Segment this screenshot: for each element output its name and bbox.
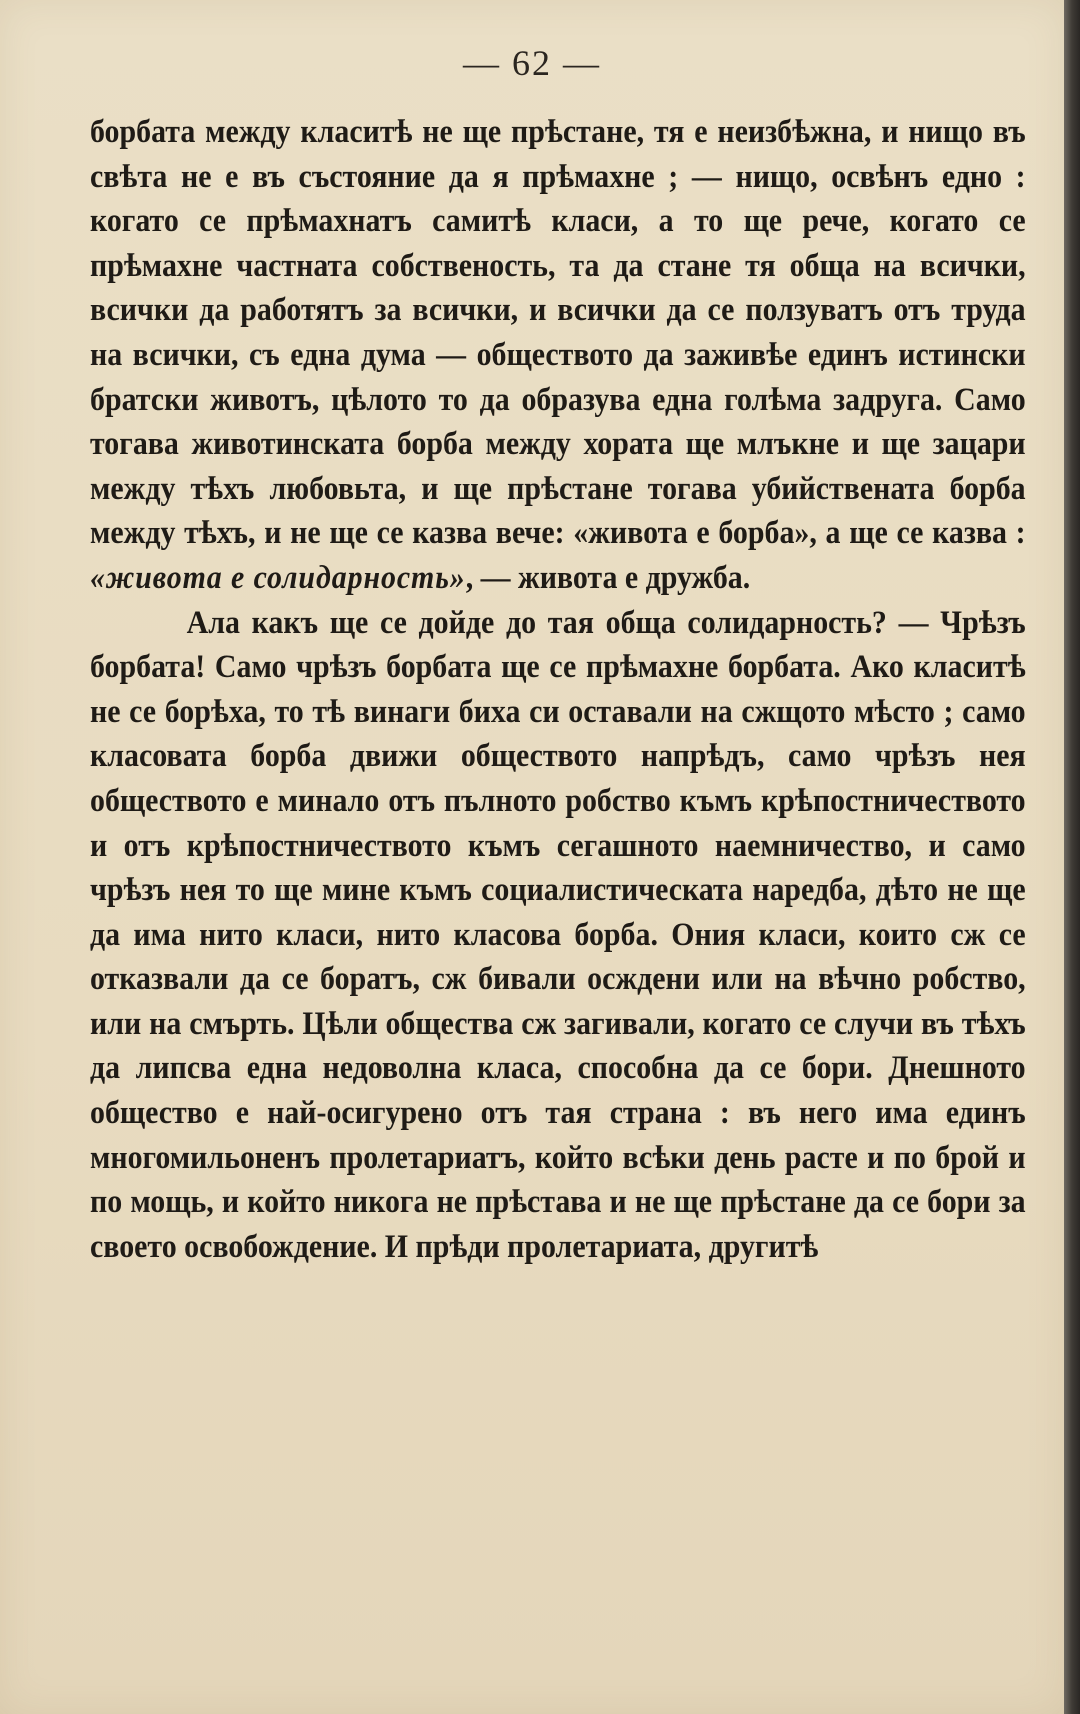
paragraph-2: Ала какъ ще се дойде до тая обща солидарность? — Чрѣзъ борбата! Само чрѣзъ борбата ще се прѣмахне борбата. Ако класитѣ не се борѣха, то тѣ винаги биха си оставали на сжщото мѣсто ; само класовата борба движи обществото напрѣдъ, само чрѣзъ нея обществото е минало отъ пълното робство къмъ крѣпостничеството и отъ крѣпостничеството къмъ сегашното наемничество, и само чрѣзъ нея то ще мине къмъ социалистическата наредба, дѣто не ще да има нито класи, нито класова борба. Ония класи, които сж се отказвали да се боратъ, сж бивали осждени или на вѣчно робство, или на смърть. Цѣли общества сж загивали, когато се случи въ тѣхъ да липсва една недоволна класа, способна да се бори. Днешното общество е най-осигурено отъ тая страна : въ него има единъ многомильоненъ пролетариатъ, който всѣки день расте и по брой и по мощь, и който никога не прѣстава и не ще прѣстане да се бори за своето освобождение. И прѣди пролетариата, другитѣ	[90, 604, 1026, 1265]
body-text	[90, 110, 1026, 1269]
italic-quote: «живота е солидарность»	[90, 559, 466, 596]
book-spine-edge	[1064, 0, 1080, 1714]
page-number: — 62 —	[463, 43, 601, 83]
paragraph-1-ending: , — живота е дружба.	[465, 559, 751, 596]
paragraph-1-text: борбата между класитѣ не ще прѣстане, тя е неизбѣжна, и нищо въ свѣта не е въ състояние да я прѣмахне ; — нищо, освѣнъ едно : когато се прѣмахнатъ самитѣ класи, а то ще рече, когато се прѣмахне частната собственость, та да стане тя обща на всички, всички да работятъ за всички, и всички да се ползуватъ отъ труда на всички, съ една дума — обществото да заживѣе единъ истински братски животъ, цѣлото то да образува една голѣма задруга. Само тогава животинската борба между хората ще млъкне и ще зацари между тѣхъ любовьта, и ще прѣстане тогава убийствената борба между тѣхъ, и не ще се казва вече: «живота е борба», а ще се казва :	[90, 114, 1026, 552]
paragraph-1	[90, 110, 1026, 601]
